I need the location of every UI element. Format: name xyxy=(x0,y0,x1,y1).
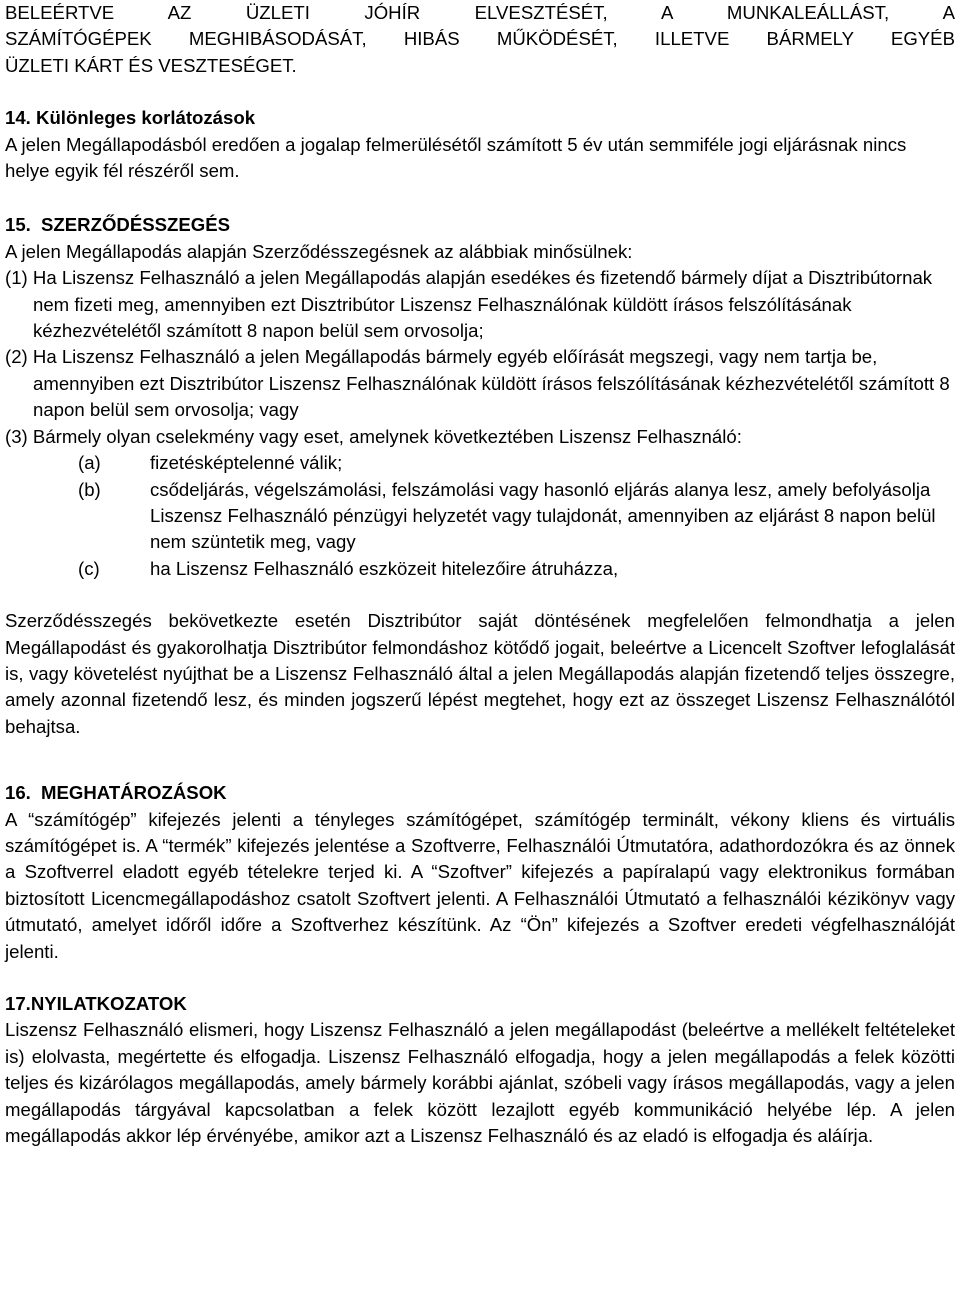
section-15-heading xyxy=(5,212,955,238)
section-15-intro: A jelen Megállapodás alapján Szerződésszegésnek az alábbiak minősülnek: xyxy=(5,240,633,262)
section-14-heading: 14. Különleges korlátozások xyxy=(5,107,256,129)
section-16 xyxy=(5,780,955,965)
subitem-text: fizetésképtelenné válik; xyxy=(150,452,343,474)
section-16-heading xyxy=(5,780,955,806)
section-13-tail xyxy=(5,0,955,79)
section-15 xyxy=(5,212,955,740)
section-16-number: 16. xyxy=(5,782,31,804)
section-15-subitem-a xyxy=(78,450,955,476)
spacer xyxy=(5,965,955,991)
document-page xyxy=(5,0,955,1149)
subitem-text: ha Liszensz Felhasználó eszközeit hitelezőire átruházza, xyxy=(150,557,619,579)
section-17 xyxy=(5,991,955,1149)
section-15-subitem-c xyxy=(78,556,955,582)
section-17-heading: 17.NYILATKOZATOK xyxy=(5,993,187,1014)
section-15-closing: Szerződésszegés bekövetkezte esetén Disztribútor saját döntésének megfelelően felmondhatja a jelen Megállapodást és gyakorolhatja Disztribútor felmondáshoz kötődő jogait, beleértve a Licencelt Szoftver lefoglalását is, vagy követelést nyújthat be a Liszensz Felhasználó által a jelen Megállapodás alapján fizetendő teljes összegre, amely azonnal fizetendő lesz, és minden jogszerű lépést megtehet, hogy ezt az összeget Liszensz Felhasználótól behajtsa. xyxy=(5,610,955,737)
section-14 xyxy=(5,105,955,184)
subitem-label: (c) xyxy=(78,557,100,579)
section-13-line-1: BELEÉRTVE AZ ÜZLETI JÓHÍR ELVESZTÉSÉT, A MUNKALEÁLLÁST, A xyxy=(5,2,955,23)
section-13-line-2: SZÁMÍTÓGÉPEK MEGHIBÁSODÁSÁT, HIBÁS MŰKÖDÉSÉT, ILLETVE BÁRMELY EGYÉB xyxy=(5,28,955,50)
section-15-title: SZERZŐDÉSSZEGÉS xyxy=(41,214,231,236)
subitem-label: (b) xyxy=(78,478,101,500)
section-14-body: A jelen Megállapodásból eredően a jogalap felmerülésétől számított 5 év után semmiféle jogi eljárásnak nincs helye egyik fél részéről sem. xyxy=(5,133,907,182)
section-13-line-3: ÜZLETI KÁRT ÉS VESZTESÉGET. xyxy=(5,54,297,76)
spacer xyxy=(5,184,955,212)
section-15-number: 15. xyxy=(5,214,31,236)
subitem-text: csődeljárás, végelszámolási, felszámolási vagy hasonló eljárás alanya lesz, amely befolyásolja Liszensz Felhasználó pénzügyi helyzetét vagy tulajdonát, amennyiben az eljárást 8 napon belül nem szüntetik meg, vagy xyxy=(150,478,936,553)
section-15-item-2: (2) Ha Liszensz Felhasználó a jelen Megállapodás bármely egyéb előírását megszegi, vagy nem tartja be, amennyiben ezt Disztribútor Liszensz Felhasználónak küldött írásos felszólításának kézhezvételétől számított 8 napon belül sem orvosolja; vagy xyxy=(5,346,950,421)
section-15-subitem-b xyxy=(78,477,955,556)
section-15-item-3: (3) Bármely olyan cselekmény vagy eset, amelynek következtében Liszensz Felhasználó: xyxy=(5,425,742,447)
spacer xyxy=(5,740,955,780)
section-16-body: A “számítógép” kifejezés jelenti a tényleges számítógépet, számítógép terminált, vékony kliens és virtuális számítógépet is. A “termék” kifejezés jelentése a Szoftverre, Felhasználói Útmutatóra, adathordozókra és az önnek a Szoftverrel eladott egyéb tételekre terjed ki. A “Szoftver” kifejezés a papíralapú vagy elektronikus formában biztosított Licencmegállapodáshoz csatolt Szoftvert jelenti. A Felhasználói Útmutató a felhasználói kézikönyv vagy útmutató, amelyet időről időre a Szoftverhez készítünk. Az “Ön” kifejezés a Szoftver eredeti végfelhasználóját jelenti. xyxy=(5,808,955,962)
section-15-item-1: (1) Ha Liszensz Felhasználó a jelen Megállapodás alapján esedékes és fizetendő bármely díjat a Disztribútornak nem fizeti meg, amennyiben ezt Disztribútor Liszensz Felhasználónak küldött írásos felszólításának kézhezvételétől számított 8 napon belül sem orvosolja; xyxy=(5,267,933,342)
spacer xyxy=(5,79,955,105)
section-16-title: MEGHATÁROZÁSOK xyxy=(41,782,227,804)
section-17-body: Liszensz Felhasználó elismeri, hogy Liszensz Felhasználó a jelen megállapodást (beleértve a mellékelt feltételeket is) elolvasta, megértette és elfogadja. Liszensz Felhasználó elfogadja, hogy a jelen megállapodás a felek közötti teljes és kizárólagos megállapodás, amely bármely korábbi ajánlat, szóbeli vagy írásos megállapodás, vagy a jelen megállapodás tárgyával kapcsolatban a felek között lezajlott egyéb kommunikáció helyébe lép. A jelen megállapodás akkor lép érvényébe, amikor azt a Liszensz Felhasználó és az eladó is elfogadja és aláírja. xyxy=(5,1019,955,1147)
spacer xyxy=(5,582,955,608)
subitem-label: (a) xyxy=(78,452,101,474)
